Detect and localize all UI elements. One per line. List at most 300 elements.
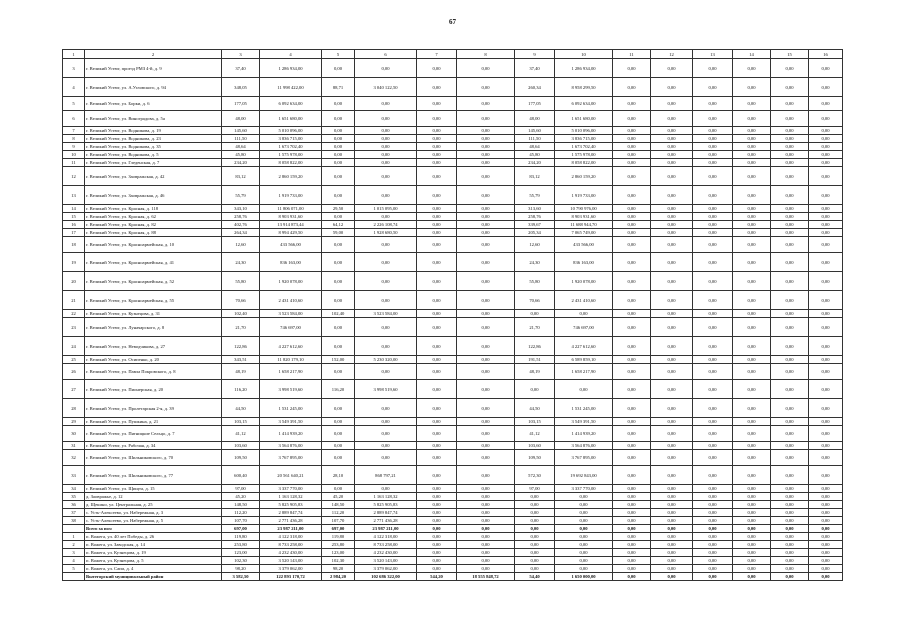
value-cell: 0,00 xyxy=(693,111,733,127)
value-cell: 0,00 xyxy=(809,533,843,541)
value-cell: 0,00 xyxy=(733,159,771,167)
value-cell: 0,00 xyxy=(555,565,613,573)
value-cell: 0,00 xyxy=(417,205,457,213)
row-number-cell: 36 xyxy=(63,501,85,509)
row-number-cell: 11 xyxy=(63,159,85,167)
value-cell: 0,00 xyxy=(809,159,843,167)
value-cell: 41,12 xyxy=(222,426,260,442)
value-cell: 0,00 xyxy=(651,291,693,310)
value-cell: 0,00 xyxy=(771,399,809,418)
address-cell: п. Вожега, ул. Заводская, д. 14 xyxy=(85,541,222,549)
value-cell: 5 825 905,83 xyxy=(355,501,417,509)
value-cell: 0,00 xyxy=(515,380,555,399)
address-cell: Всего за поз: xyxy=(85,525,222,533)
value-cell: 0,00 xyxy=(651,127,693,135)
value-cell: 0,00 xyxy=(771,337,809,356)
value-cell: 264,34 xyxy=(222,229,260,237)
value-cell: 3 549 391,50 xyxy=(260,418,322,426)
value-cell: 0,00 xyxy=(809,450,843,466)
value-cell: 0,00 xyxy=(555,549,613,557)
value-cell: 0,00 xyxy=(693,442,733,450)
row-number-cell: 1 xyxy=(63,533,85,541)
value-cell: 0,00 xyxy=(651,565,693,573)
value-cell: 0,00 xyxy=(651,485,693,493)
value-cell: 0,00 xyxy=(809,549,843,557)
value-cell: 0,00 xyxy=(457,186,515,205)
value-cell: 4 122 318,00 xyxy=(355,533,417,541)
table-row xyxy=(63,59,843,78)
value-cell: 0,00 xyxy=(651,237,693,253)
value-cell: 0,00 xyxy=(417,541,457,549)
value-cell: 1 414 939,20 xyxy=(260,426,322,442)
value-cell: 0,00 xyxy=(613,337,651,356)
value-cell: 0,00 xyxy=(457,151,515,159)
row-number-cell: 33 xyxy=(63,466,85,485)
value-cell: 0,00 xyxy=(322,318,355,337)
value-cell: 0,00 xyxy=(733,205,771,213)
address-cell: г. Великий Устюг, ул. Водникова, д. 19 xyxy=(85,127,222,135)
value-cell: 697,00 xyxy=(322,525,355,533)
value-cell: 0,00 xyxy=(771,310,809,318)
value-cell: 2 431 410,60 xyxy=(260,291,322,310)
value-cell: 0,00 xyxy=(355,399,417,418)
value-cell: 0,00 xyxy=(515,541,555,549)
value-cell: 0,00 xyxy=(693,59,733,78)
table-row xyxy=(63,517,843,525)
value-cell: 0,00 xyxy=(733,318,771,337)
value-cell: 0,00 xyxy=(322,186,355,205)
value-cell: 0,00 xyxy=(417,310,457,318)
table-row xyxy=(63,485,843,493)
value-cell: 2 889 847,74 xyxy=(355,509,417,517)
value-cell: 0,00 xyxy=(417,272,457,291)
value-cell: 0,00 xyxy=(733,143,771,151)
value-cell: 0,00 xyxy=(457,418,515,426)
column-number-cell: 11 xyxy=(613,50,651,59)
value-cell: 0,00 xyxy=(355,418,417,426)
value-cell: 0,00 xyxy=(457,525,515,533)
value-cell: 0,00 xyxy=(771,565,809,573)
value-cell: 0,00 xyxy=(355,318,417,337)
value-cell: 0,00 xyxy=(457,291,515,310)
value-cell: 0,00 xyxy=(417,380,457,399)
value-cell: 116,20 xyxy=(322,380,355,399)
value-cell: 0,00 xyxy=(555,517,613,525)
value-cell: 145,60 xyxy=(222,127,260,135)
value-cell: 3 337 770,00 xyxy=(260,485,322,493)
value-cell: 0,00 xyxy=(355,337,417,356)
value-cell: 0,00 xyxy=(771,442,809,450)
value-cell: 2 771 436,28 xyxy=(355,517,417,525)
value-cell: 0,00 xyxy=(771,485,809,493)
value-cell: 4 232 430,00 xyxy=(260,549,322,557)
value-cell: 0,00 xyxy=(693,364,733,380)
value-cell: 0,00 xyxy=(693,310,733,318)
value-cell: 0,00 xyxy=(417,59,457,78)
value-cell: 0,00 xyxy=(809,59,843,78)
value-cell: 0,00 xyxy=(417,549,457,557)
address-cell: г. Великий Устюг, ул. Щищта, д. 15 xyxy=(85,485,222,493)
value-cell: 0,00 xyxy=(693,485,733,493)
value-cell: 1 163 128,32 xyxy=(355,493,417,501)
value-cell: 0,00 xyxy=(733,186,771,205)
value-cell: 0,00 xyxy=(733,272,771,291)
value-cell: 0,00 xyxy=(651,517,693,525)
value-cell: 0,00 xyxy=(693,517,733,525)
value-cell: 0,00 xyxy=(322,111,355,127)
value-cell: 0,00 xyxy=(693,541,733,549)
table-row xyxy=(63,159,843,167)
value-cell: 0,00 xyxy=(693,493,733,501)
value-cell: 0,00 xyxy=(771,356,809,364)
table-row xyxy=(63,356,843,364)
value-cell: 0,00 xyxy=(771,237,809,253)
value-cell: 0,00 xyxy=(771,135,809,143)
value-cell: 0,00 xyxy=(651,450,693,466)
value-cell: 0,00 xyxy=(417,364,457,380)
row-number-cell: 16 xyxy=(63,221,85,229)
value-cell: 3 520 143,00 xyxy=(355,557,417,565)
table-row xyxy=(63,143,843,151)
value-cell: 8 733 258,00 xyxy=(260,541,322,549)
value-cell: 0,00 xyxy=(809,237,843,253)
value-cell: 0,00 xyxy=(355,450,417,466)
value-cell: 123,00 xyxy=(322,549,355,557)
value-cell: 0,00 xyxy=(613,525,651,533)
value-cell: 0,00 xyxy=(809,426,843,442)
value-cell: 54,40 xyxy=(515,573,555,581)
value-cell: 103,15 xyxy=(515,418,555,426)
value-cell: 0,00 xyxy=(733,127,771,135)
value-cell: 0,00 xyxy=(733,291,771,310)
value-cell: 0,00 xyxy=(355,272,417,291)
value-cell: 0,00 xyxy=(417,143,457,151)
value-cell: 343,51 xyxy=(222,356,260,364)
value-cell: 1 286 934,00 xyxy=(555,59,613,78)
value-cell: 0,00 xyxy=(355,364,417,380)
value-cell: 0,00 xyxy=(651,549,693,557)
table-row xyxy=(63,337,843,356)
value-cell: 0,00 xyxy=(515,533,555,541)
value-cell: 0,00 xyxy=(613,557,651,565)
value-cell: 0,00 xyxy=(651,186,693,205)
value-cell: 0,00 xyxy=(457,533,515,541)
value-cell: 0,00 xyxy=(417,135,457,143)
value-cell: 0,00 xyxy=(809,380,843,399)
value-cell: 0,00 xyxy=(693,229,733,237)
value-cell: 0,00 xyxy=(733,442,771,450)
value-cell: 0,00 xyxy=(809,399,843,418)
value-cell: 0,00 xyxy=(651,509,693,517)
value-cell: 55,80 xyxy=(515,272,555,291)
value-cell: 0,00 xyxy=(809,565,843,573)
value-cell: 0,00 xyxy=(771,501,809,509)
value-cell: 0,00 xyxy=(417,186,457,205)
table-row xyxy=(63,541,843,549)
value-cell: 45,20 xyxy=(322,493,355,501)
total-row xyxy=(63,573,843,581)
value-cell: 0,00 xyxy=(417,565,457,573)
value-cell: 8 058 822,00 xyxy=(260,159,322,167)
row-number-cell: 7 xyxy=(63,127,85,135)
value-cell: 697,00 xyxy=(222,525,260,533)
value-cell: 0,00 xyxy=(457,442,515,450)
value-cell: 0,00 xyxy=(457,59,515,78)
value-cell: 0,00 xyxy=(417,111,457,127)
value-cell: 0,00 xyxy=(693,525,733,533)
value-cell: 0,00 xyxy=(809,557,843,565)
value-cell: 0,00 xyxy=(733,493,771,501)
value-cell: 205,34 xyxy=(515,229,555,237)
value-cell: 0,00 xyxy=(733,399,771,418)
value-cell: 0,00 xyxy=(693,135,733,143)
value-cell: 0,00 xyxy=(613,221,651,229)
data-table-container xyxy=(62,49,842,581)
value-cell: 112,20 xyxy=(222,509,260,517)
row-number-cell: 10 xyxy=(63,151,85,159)
address-cell: г. Великий Устюг, ул. Водникова, д. 5 xyxy=(85,151,222,159)
table-row xyxy=(63,127,843,135)
row-number-cell: 37 xyxy=(63,509,85,517)
value-cell: 0,00 xyxy=(733,533,771,541)
value-cell: 7 065 749,00 xyxy=(555,229,613,237)
value-cell: 0,00 xyxy=(693,337,733,356)
value-cell: 0,00 xyxy=(613,442,651,450)
value-cell: 0,00 xyxy=(613,426,651,442)
value-cell: 0,00 xyxy=(515,493,555,501)
value-cell: 0,00 xyxy=(417,557,457,565)
value-cell: 98,20 xyxy=(222,565,260,573)
value-cell: 0,00 xyxy=(771,573,809,581)
value-cell: 2 771 436,28 xyxy=(260,517,322,525)
value-cell: 0,00 xyxy=(809,573,843,581)
value-cell: 0,00 xyxy=(322,59,355,78)
value-cell: 0,00 xyxy=(809,97,843,111)
value-cell: 0,00 xyxy=(613,318,651,337)
value-cell: 0,00 xyxy=(693,127,733,135)
value-cell: 1 658 217,90 xyxy=(260,364,322,380)
value-cell: 0,00 xyxy=(733,380,771,399)
value-cell: 98,20 xyxy=(322,565,355,573)
value-cell: 3 564 876,00 xyxy=(260,442,322,450)
value-cell: 12,60 xyxy=(222,237,260,253)
value-cell: 0,00 xyxy=(457,364,515,380)
value-cell: 0,00 xyxy=(771,221,809,229)
value-cell: 0,00 xyxy=(771,167,809,186)
value-cell: 97,00 xyxy=(515,485,555,493)
value-cell: 0,00 xyxy=(417,509,457,517)
value-cell: 0,00 xyxy=(355,485,417,493)
value-cell: 0,00 xyxy=(613,533,651,541)
value-cell: 0,00 xyxy=(733,501,771,509)
value-cell: 28,10 xyxy=(322,466,355,485)
column-number-cell: 9 xyxy=(515,50,555,59)
value-cell: 0,00 xyxy=(417,466,457,485)
value-cell: 1 920 078,00 xyxy=(260,272,322,291)
value-cell: 1 651 680,00 xyxy=(555,111,613,127)
value-cell: 433 566,00 xyxy=(555,237,613,253)
value-cell: 2 889 847,74 xyxy=(260,509,322,517)
address-cell: г. Великий Устюг, ул. Пионерская, д. 20 xyxy=(85,380,222,399)
value-cell: 0,00 xyxy=(693,565,733,573)
value-cell: 111,50 xyxy=(222,135,260,143)
value-cell: 0,00 xyxy=(651,310,693,318)
value-cell: 1 650 000,00 xyxy=(555,573,613,581)
value-cell: 0,00 xyxy=(809,517,843,525)
value-cell: 0,00 xyxy=(693,501,733,509)
value-cell: 0,00 xyxy=(651,399,693,418)
value-cell: 0,00 xyxy=(733,426,771,442)
address-cell: г. Великий Устюг, ул. Заовражская, д. 46 xyxy=(85,186,222,205)
value-cell: 102 686 322,00 xyxy=(355,573,417,581)
value-cell: 0,00 xyxy=(651,272,693,291)
value-cell: 253,80 xyxy=(222,541,260,549)
value-cell: 0,00 xyxy=(693,205,733,213)
value-cell: 0,00 xyxy=(322,97,355,111)
value-cell: 0,00 xyxy=(322,272,355,291)
value-cell: 0,00 xyxy=(733,97,771,111)
value-cell: 0,00 xyxy=(457,310,515,318)
row-number-cell: 21 xyxy=(63,291,85,310)
value-cell: 8 058 822,00 xyxy=(555,159,613,167)
value-cell: 11 688 944,70 xyxy=(555,221,613,229)
value-cell: 0,00 xyxy=(613,364,651,380)
value-cell: 102,40 xyxy=(322,310,355,318)
value-cell: 0,00 xyxy=(457,135,515,143)
value-cell: 0,00 xyxy=(771,380,809,399)
value-cell: 0,00 xyxy=(613,97,651,111)
value-cell: 0,00 xyxy=(457,509,515,517)
row-number-cell: 31 xyxy=(63,442,85,450)
value-cell: 0,00 xyxy=(733,135,771,143)
row-number-cell: 5 xyxy=(63,97,85,111)
value-cell: 2 431 410,60 xyxy=(555,291,613,310)
value-cell: 0,00 xyxy=(771,450,809,466)
value-cell: 1 531 245,00 xyxy=(555,399,613,418)
value-cell: 0,00 xyxy=(457,111,515,127)
value-cell: 0,00 xyxy=(613,549,651,557)
value-cell: 152,00 xyxy=(322,356,355,364)
value-cell: 0,00 xyxy=(651,541,693,549)
value-cell: 55,79 xyxy=(222,186,260,205)
value-cell: 0,00 xyxy=(613,253,651,272)
register-table xyxy=(62,49,843,581)
row-number-cell xyxy=(63,525,85,533)
value-cell: 0,00 xyxy=(733,111,771,127)
value-cell: 0,00 xyxy=(809,213,843,221)
value-cell: 0,00 xyxy=(809,337,843,356)
value-cell: 102,40 xyxy=(222,310,260,318)
value-cell: 122,86 xyxy=(222,337,260,356)
value-cell: 1 531 245,00 xyxy=(260,399,322,418)
value-cell: 0,00 xyxy=(417,127,457,135)
value-cell: 5 010 096,00 xyxy=(260,127,322,135)
value-cell: 0,00 xyxy=(417,221,457,229)
value-cell: 0,00 xyxy=(457,466,515,485)
value-cell: 0,00 xyxy=(693,186,733,205)
value-cell: 746 697,00 xyxy=(555,318,613,337)
row-number-cell: 24 xyxy=(63,337,85,356)
row-number-cell: 19 xyxy=(63,253,85,272)
value-cell: 234,20 xyxy=(515,159,555,167)
value-cell: 1 015 095,00 xyxy=(355,205,417,213)
row-number-cell: 23 xyxy=(63,318,85,337)
address-cell: г. Великий Устюг, ул. Шильниковского, д. 77 xyxy=(85,466,222,485)
value-cell: 0,00 xyxy=(693,221,733,229)
value-cell: 0,00 xyxy=(613,493,651,501)
value-cell: 122,86 xyxy=(515,337,555,356)
address-cell: г. Великий Устюг, ул. Рабочая, д. 34 xyxy=(85,442,222,450)
value-cell: 0,00 xyxy=(417,442,457,450)
value-cell: 0,00 xyxy=(733,229,771,237)
table-row xyxy=(63,418,843,426)
value-cell: 2 984,20 xyxy=(322,573,355,581)
address-cell: п. Вожега, ул. 40 лет Победы, д. 26 xyxy=(85,533,222,541)
value-cell: 0,00 xyxy=(733,167,771,186)
value-cell: 0,00 xyxy=(457,380,515,399)
value-cell: 0,00 xyxy=(613,399,651,418)
row-number-cell: 9 xyxy=(63,143,85,151)
value-cell: 0,00 xyxy=(693,509,733,517)
value-cell: 0,00 xyxy=(771,493,809,501)
value-cell: 0,00 xyxy=(651,159,693,167)
value-cell: 0,00 xyxy=(771,59,809,78)
value-cell: 544,20 xyxy=(417,573,457,581)
value-cell: 0,00 xyxy=(417,237,457,253)
column-number-cell: 3 xyxy=(222,50,260,59)
value-cell: 0,00 xyxy=(693,399,733,418)
value-cell: 29,50 xyxy=(322,205,355,213)
table-row xyxy=(63,205,843,213)
value-cell: 37,40 xyxy=(222,59,260,78)
column-number-cell: 13 xyxy=(693,50,733,59)
table-row xyxy=(63,533,843,541)
table-row xyxy=(63,557,843,565)
value-cell: 0,00 xyxy=(355,127,417,135)
column-number-cell: 10 xyxy=(555,50,613,59)
value-cell: 0,00 xyxy=(457,127,515,135)
row-number-cell: 28 xyxy=(63,399,85,418)
value-cell: 12,60 xyxy=(515,237,555,253)
value-cell: 0,00 xyxy=(693,549,733,557)
row-number-cell: 12 xyxy=(63,167,85,186)
value-cell: 0,00 xyxy=(355,186,417,205)
page-number: 67 xyxy=(449,18,456,26)
value-cell: 0,00 xyxy=(651,143,693,151)
value-cell: 83,12 xyxy=(222,167,260,186)
value-cell: 1 163 128,32 xyxy=(260,493,322,501)
value-cell: 0,00 xyxy=(693,450,733,466)
value-cell: 8 994 429,50 xyxy=(260,229,322,237)
value-cell: 1 673 702,40 xyxy=(555,143,613,151)
value-cell: 0,00 xyxy=(693,573,733,581)
value-cell: 0,00 xyxy=(457,318,515,337)
value-cell: 0,00 xyxy=(613,573,651,581)
value-cell: 0,00 xyxy=(809,78,843,97)
value-cell: 2 860 159,20 xyxy=(260,167,322,186)
address-cell: г. Великий Устюг, ул. Красноармейская, д. 52 xyxy=(85,272,222,291)
address-cell: п. Вожега, ул. Кузнецова, д. 5 xyxy=(85,557,222,565)
value-cell: 0,00 xyxy=(417,253,457,272)
value-cell: 0,00 xyxy=(733,253,771,272)
value-cell: 0,00 xyxy=(417,426,457,442)
table-row xyxy=(63,186,843,205)
value-cell: 836 163,00 xyxy=(555,253,613,272)
value-cell: 0,00 xyxy=(693,78,733,97)
value-cell: 24,30 xyxy=(515,253,555,272)
value-cell: 868 797,21 xyxy=(355,466,417,485)
value-cell: 0,00 xyxy=(417,525,457,533)
